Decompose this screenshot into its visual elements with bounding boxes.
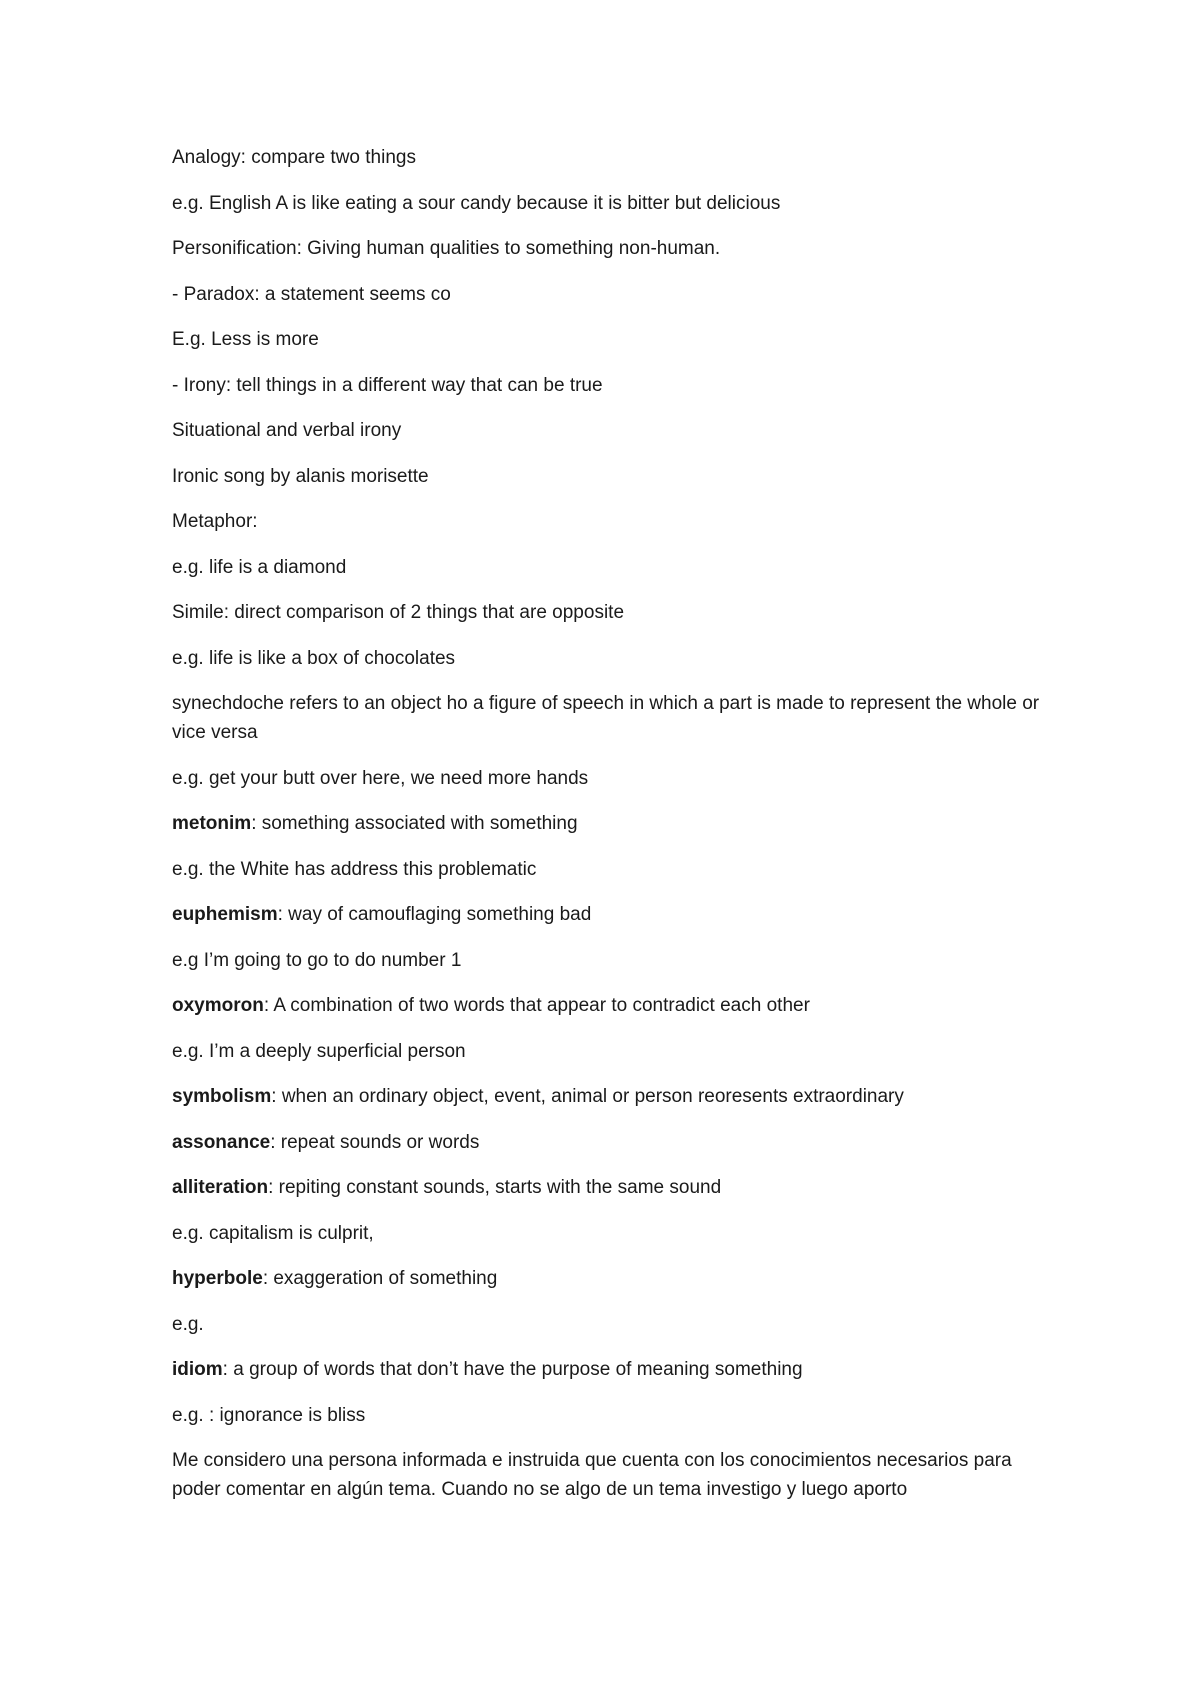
paragraph-alliteration-example xyxy=(172,1219,1052,1248)
paragraph-text: Metaphor: xyxy=(172,511,258,532)
paragraph-text: e.g. : ignorance is bliss xyxy=(172,1404,366,1426)
paragraph-text: e.g. xyxy=(172,1313,204,1335)
paragraph-idiom-example xyxy=(172,1401,1052,1430)
term: oxymoron xyxy=(172,995,264,1016)
paragraph-text: e.g. the White has address this problematic xyxy=(172,858,537,880)
paragraph-text: Personification: Giving human qualities to something non-human. xyxy=(172,238,721,259)
paragraph-oxymoron-example xyxy=(172,1037,1052,1066)
paragraph-text: Analogy: compare two things xyxy=(172,147,416,168)
paragraph-text: E.g. Less is more xyxy=(172,329,319,350)
paragraph-text: : when an ordinary object, event, animal or person reoresents extraordinary xyxy=(271,1086,904,1107)
paragraph-text: : A combination of two words that appear to contradict each other xyxy=(263,995,810,1016)
paragraph-analogy xyxy=(172,143,1052,172)
paragraph-hyperbole-example xyxy=(172,1310,1052,1339)
paragraph-symbolism xyxy=(172,1082,1052,1111)
paragraph-metaphor-example xyxy=(172,553,1052,582)
paragraph-euphemism xyxy=(172,900,1052,929)
paragraph-alliteration xyxy=(172,1173,1052,1202)
paragraph-paradox-example xyxy=(172,325,1052,354)
term: assonance xyxy=(172,1131,271,1153)
paragraph-synechdoche xyxy=(172,689,1052,747)
paragraph-text: Me considero una persona informada e instruida que cuenta con los conocimientos necesarios para poder comentar en algún tema. Cuando no se algo de un tema investigo y luego aporto xyxy=(172,1450,1012,1500)
paragraph-synechdoche-example xyxy=(172,764,1052,793)
paragraph-simile xyxy=(172,598,1052,627)
paragraph-idiom xyxy=(172,1355,1052,1384)
term: euphemism xyxy=(172,904,278,925)
paragraph-metonim-example xyxy=(172,855,1052,884)
paragraph-text: synechdoche refers to an object ho a figure of speech in which a part is made to represent the whole or vice versa xyxy=(172,693,1040,743)
paragraph-irony-types xyxy=(172,416,1052,445)
term: alliteration xyxy=(172,1177,269,1198)
document-body xyxy=(172,143,1052,1521)
paragraph-assonance xyxy=(172,1128,1052,1157)
paragraph-metaphor xyxy=(172,507,1052,536)
paragraph-text: : way of camouflaging something bad xyxy=(277,904,592,925)
paragraph-text: e.g. capitalism is culprit, xyxy=(172,1222,374,1244)
paragraph-text: - Irony: tell things in a different way that can be true xyxy=(172,374,603,396)
paragraph-text: e.g I’m going to go to do number 1 xyxy=(172,949,462,971)
term: symbolism xyxy=(172,1086,272,1107)
paragraph-text: : exaggeration of something xyxy=(262,1268,498,1289)
paragraph-irony xyxy=(172,371,1052,400)
paragraph-text: e.g. life is a diamond xyxy=(172,556,347,578)
paragraph-personification xyxy=(172,234,1052,263)
paragraph-text: : repeat sounds or words xyxy=(270,1131,480,1153)
paragraph-text: e.g. English A is like eating a sour candy because it is bitter but delicious xyxy=(172,192,781,214)
paragraph-irony-song xyxy=(172,462,1052,491)
paragraph-text: Simile: direct comparison of 2 things that are opposite xyxy=(172,602,625,623)
paragraph-paradox xyxy=(172,280,1052,309)
paragraph-text: Situational and verbal irony xyxy=(172,420,402,441)
paragraph-text: Ironic song by alanis morisette xyxy=(172,465,429,487)
paragraph-simile-example xyxy=(172,644,1052,673)
paragraph-metonim xyxy=(172,809,1052,838)
paragraph-oxymoron xyxy=(172,991,1052,1020)
paragraph-text: e.g. life is like a box of chocolates xyxy=(172,647,456,669)
paragraph-euphemism-example xyxy=(172,946,1052,975)
paragraph-text: e.g. get your butt over here, we need more hands xyxy=(172,767,589,789)
paragraph-spanish xyxy=(172,1446,1052,1504)
term: metonim xyxy=(172,813,252,834)
paragraph-analogy-example xyxy=(172,189,1052,218)
paragraph-text: : a group of words that don’t have the purpose of meaning something xyxy=(222,1359,803,1380)
paragraph-text: : something associated with something xyxy=(251,813,578,834)
paragraph-hyperbole xyxy=(172,1264,1052,1293)
term: hyperbole xyxy=(172,1268,263,1289)
paragraph-text: : repiting constant sounds, starts with the same sound xyxy=(268,1177,722,1198)
term: idiom xyxy=(172,1359,223,1380)
paragraph-text: e.g. I’m a deeply superficial person xyxy=(172,1040,466,1062)
paragraph-text: - Paradox: a statement seems co xyxy=(172,283,451,305)
